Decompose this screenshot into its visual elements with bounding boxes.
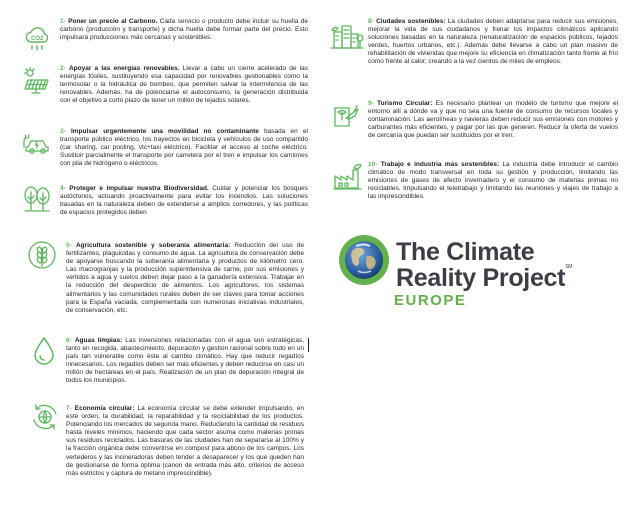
climate-reality-logo (338, 232, 608, 316)
sustainable-city-icon (330, 20, 364, 52)
trees-icon (22, 184, 52, 214)
item-number: 4- (60, 185, 66, 192)
item-number: 8- (368, 18, 374, 25)
item-title: Proteger e impulsar nuestra Biodiversidad. (69, 185, 209, 192)
logo-title-line-1: The Climate (396, 238, 535, 266)
co2-cloud-icon (22, 22, 52, 52)
electric-car-icon (22, 128, 52, 158)
item-number: 3- (60, 128, 66, 135)
plane-leaf-icon (332, 100, 362, 130)
item-body: Las inversiones relacionadas con el agua son estratégicas, tanto en recogida, abastecimiento, depuración y gestión racional sobre todo en un país tan vulnerable como éste al cambio climático. Hay que reducir regadíos innecesarios. Los regadíos deben ser más eficientes y deben reducirse en casi un millón de hectáreas en el país. Realización de un plan de depuración integral de todos los municipios. (66, 337, 305, 385)
solar-panel-icon (22, 66, 52, 96)
item-title: Ciudades sostenibles: (376, 18, 446, 25)
item-title: Impulsar urgentemente una movilidad no contaminante (70, 128, 259, 135)
item-number: 1- (60, 18, 66, 25)
text-cursor (308, 338, 309, 352)
item-title: Aguas limpias: (74, 337, 123, 344)
svg-text:CO2: CO2 (31, 36, 44, 42)
item-number: 7- (66, 405, 72, 412)
item-number: 5- (66, 242, 72, 249)
item-title: Economía circular: (74, 405, 135, 412)
item-number: 2- (60, 65, 66, 72)
item-body: Llevar a cabo un cierre acelerado de las energías fósiles, sustituyendo esa capacidad por renovables gestionables como la termosolar o la hidráulica de bombeo, que permiten salvar la intermitencia de las renovables. Además, ha de potenciarse el autoconsumo, la generación distribuida con el objetivo a corto plazo de tener un millón de tejados solares. (60, 65, 308, 105)
green-factory-icon (332, 162, 362, 192)
item-body: La ciudades deben adaptarse para reducir sus emisiones, mejorar la vida de sus ciudadanos y frenar los impactos climáticos aplicando soluciones basadas en la naturaleza (renaturalización de espacios públicos, tejados verdes, huertos urbanos, etc.). Además debe llevarse a cabo un plan masivo de rehabilitación de viviendas que mejore su eficiencia en climatización tanto frente al frío como frente al calor, creando a la vez cientos de miles de empleos. (368, 18, 619, 66)
item-number: 9- (368, 100, 374, 107)
item-title: Agricultura sostenible y soberanía alimentaria: (75, 242, 231, 249)
item-body: La industria debe introducir el cambio climático de modo transversal en toda su gestión y producción, limitando las emisiones de gases de efecto invernadero y el consumo de materias primas no reciclables. Impulsando el teletrabajo y limitando las reuniones y viajes de trabajo a las imprescindibles. (368, 161, 619, 201)
recycle-globe-icon (30, 402, 60, 432)
wheat-icon (27, 240, 57, 270)
item-number: 10- (368, 161, 378, 168)
item-title: Trabajo e industria más sostenibles: (380, 161, 500, 168)
globe-logo-icon (338, 234, 390, 286)
item-body: Reducción del uso de fertilizantes, plaguicidas y consumo de agua. La agricultura de conservación debe de apoyarse buscando la soberanía alimentaria y productos de kilómetro cero. Las macrogranjas y la producción superintensiva de carne, por sus emisiones y vertidos a agua y suelos deben dejar paso a la ganadería extensiva. Trabajar en la reducción del desperdicio de alimentos. Los agricultores, los sistemas alimentarios y las comunidades rurales deben de ser claves para tomar acciones para la España vaciada, complementada con numerosas iniciativas industriales, de conservación, etc. (66, 242, 304, 314)
item-body: Cada servicio o producto debe incluir su huella de carbono (producción y transporte) y dicha huella debe formar parte del precio. Esto impulsará producciones más cercanas y sostenibles. (60, 18, 308, 42)
logo-title-line-2 (396, 264, 572, 293)
item-body: basada en el transporte público eléctrico, los trayectos en bicicleta y vehículos de uso compartido (car sharing, car pooling, vtc+taxi eléctrico). Facilitar el acceso al coche eléctrico. Sustituir parcialmente el transporte por carretera por el tren e impulsar los camiones con pila de hidrógeno o eléctricos. (60, 128, 309, 168)
item-title: Apoyar a las energías renovables. (68, 65, 180, 72)
item-body: Es necesario plantear un modelo de turismo que mejore el entorno allí a dónde va y que no sea una fuente de consumo de recursos locales y contaminación. Las aerolíneas y navieras deben reducir sus emisiones con motores y carburantes más eficientes, y pagar por las que generen. Reducir la oferta de vuelos de cercanía que puedan ser sustituidos por el tren. (368, 100, 619, 140)
item-title: Turismo Circular: (377, 100, 433, 107)
logo-title-text: Reality Project (396, 264, 566, 292)
item-body: Cuidar y potenciar los bosques autóctonos, actuando proactivamente para evitar los incendios. Las soluciones basadas en la naturaleza deben de extenderse a amplios corredores, y las políticas de espacios protegidos deben (60, 185, 308, 217)
item-body: La economía circular se debe extender impulsando, en este orden, la durabilidad, la reparabilidad y la reciclabilidad de los productos. Potenciando los mercados de segunda mano. Reduciendo la cantidad de residuos hasta niveles mínimos, haciendo que cada sector asuma como materias primas sus residuos reciclados. Las basuras de las ciudades han de separarse al 100% y la fracción orgánica debe convertirse en compost para abono de los campos. Los vertederos y las incineradoras deben tender a desaparecer y los que queden han de gestionarse de forma óptima (canon de entrada más alto, criterios de acceso más estrictos y captura de metano imprescindible). (66, 405, 305, 477)
water-drop-icon (32, 336, 56, 366)
item-number: 6- (66, 337, 72, 344)
item-title: Poner un precio al Carbono. (68, 18, 158, 25)
trademark-mark: SM (565, 264, 573, 270)
logo-subtitle: EUROPE (394, 292, 467, 309)
